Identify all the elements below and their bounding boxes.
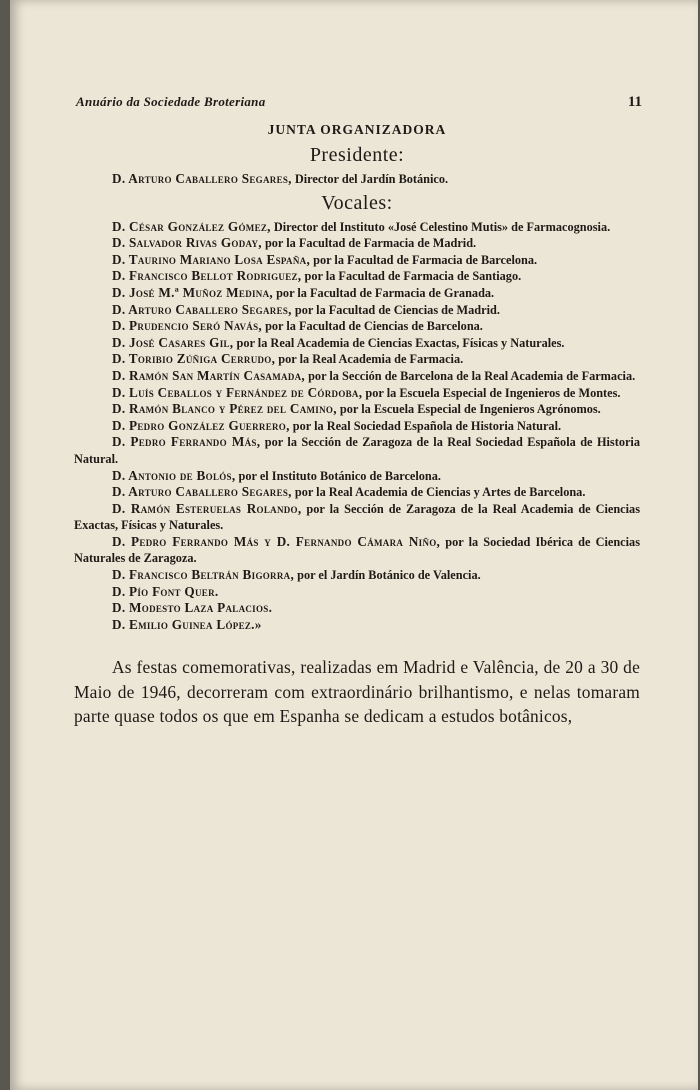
member-role: por la Sección de Barcelona de la Real Academia de Farmacia. xyxy=(308,368,636,383)
vocal-entry xyxy=(74,617,640,634)
vocal-entry xyxy=(74,534,640,567)
vocal-entry xyxy=(74,385,640,402)
member-role: por la Facultad de Farmacia de Santiago. xyxy=(304,269,522,284)
member-name: D. Toribio Zúñiga Cerrudo, xyxy=(112,351,276,367)
member-role: por la Real Academia de Farmacia. xyxy=(278,352,464,367)
member-name: D. Arturo Caballero Segares, xyxy=(112,171,292,186)
member-name: D. Arturo Caballero Segares, xyxy=(112,301,292,317)
member-role: por la Sección de Zaragoza de la Real Sociedad Española de Historia Natural. xyxy=(74,435,640,466)
member-role: por la Real Sociedad Española de Historia Natural. xyxy=(292,418,562,433)
vocales-list xyxy=(74,219,640,634)
member-name: D. Francisco Bellot Rodriguez, xyxy=(112,268,302,284)
vocal-entry xyxy=(74,302,640,319)
vocal-entry xyxy=(74,501,640,534)
page-number: 11 xyxy=(627,94,642,110)
member-role: por la Facultad de Farmacia de Madrid. xyxy=(264,236,477,251)
vocal-entry xyxy=(74,318,640,335)
member-name: D. Prudencio Seró Navás, xyxy=(112,318,262,334)
member-name: D. César González Gómez, xyxy=(112,218,271,234)
member-role: por la Sección de Zaragoza de la Real Academia de Ciencias Exactas, Físicas y Naturales. xyxy=(74,501,640,533)
document-page xyxy=(10,0,698,1090)
member-role: por el Instituto Botánico de Barcelona. xyxy=(238,468,441,483)
member-name: D. Francisco Beltrán Bigorra, xyxy=(112,567,295,583)
vocal-entry xyxy=(74,484,640,501)
member-name: D. José M.ª Muñoz Medina, xyxy=(112,284,274,300)
vocal-entry xyxy=(74,567,640,584)
body-paragraph: As festas comemorativas, realizadas em Madrid e Valência, de 20 a 30 de Maio de 1946, decorreram com extraordinário brilhantismo, e nelas tomaram parte quase todos os que em Espanha se dedicam a estudos botânicos, xyxy=(74,657,640,727)
vocal-entry xyxy=(74,434,640,467)
presidente-heading: Presidente: xyxy=(309,144,405,166)
vocal-entry xyxy=(74,418,640,435)
vocal-entry xyxy=(74,235,640,252)
vocales-heading: Vocales: xyxy=(321,191,393,214)
member-role: por la Facultad de Farmacia de Barcelona. xyxy=(313,252,538,267)
member-role: Director del Instituto «José Celestino Mutis» de Farmacognosia. xyxy=(273,219,611,234)
member-role: por la Escuela Especial de Ingenieros de Montes. xyxy=(365,385,621,400)
member-role: por la Facultad de Farmacia de Granada. xyxy=(276,285,495,300)
member-name: D. Taurino Mariano Losa España, xyxy=(112,251,311,267)
member-role: por la Sociedad Ibérica de Ciencias Naturales de Zaragoza. xyxy=(74,534,640,566)
vocal-entry xyxy=(74,219,640,236)
vocal-entry xyxy=(74,268,640,285)
presidente-entry xyxy=(74,171,640,188)
member-name: D. Pío Font Quer. xyxy=(112,583,219,599)
member-name: D. Pedro Ferrando Más y D. Fernando Cámara Niño, xyxy=(112,533,441,549)
member-name: D. Ramón Esteruelas Rolando, xyxy=(112,500,302,516)
member-name: D. Ramón Blanco y Pérez del Camino, xyxy=(112,401,337,417)
member-role: por la Escuela Especial de Ingenieros Agrónomos. xyxy=(339,402,601,417)
member-name: D. Modesto Laza Palacios. xyxy=(112,600,273,616)
member-name: D. Arturo Caballero Segares, xyxy=(112,484,292,500)
vocal-entry xyxy=(74,252,640,269)
journal-title: Anuário da Sociedade Broteriana xyxy=(76,94,266,109)
vocal-entry xyxy=(74,335,640,352)
member-name: D. Antonio de Bolós, xyxy=(112,467,236,483)
vocal-entry xyxy=(74,600,640,617)
vocal-entry xyxy=(74,401,640,418)
member-name: D. Salvador Rivas Goday, xyxy=(112,235,262,251)
member-role: por la Real Academia de Ciencias Exactas, Físicas y Naturales. xyxy=(236,335,565,350)
member-role: por la Real Academia de Ciencias y Artes de Barcelona. xyxy=(294,485,586,500)
page-content xyxy=(74,122,640,729)
member-name: D. José Casares Gil, xyxy=(112,334,234,350)
vocal-entry xyxy=(74,285,640,302)
vocal-entry xyxy=(74,351,640,368)
vocal-entry xyxy=(74,468,640,485)
member-name: D. Luís Ceballos y Fernández de Córdoba, xyxy=(112,384,363,400)
member-name: D. Pedro Ferrando Más, xyxy=(112,434,261,450)
member-name: D. Emilio Guinea López.» xyxy=(112,616,262,632)
member-role: por la Facultad de Ciencias de Barcelona. xyxy=(265,319,483,334)
vocal-entry xyxy=(74,368,640,385)
running-header xyxy=(76,94,642,111)
member-role: por la Facultad de Ciencias de Madrid. xyxy=(294,302,500,317)
member-role: por el Jardín Botánico de Valencia. xyxy=(297,568,481,583)
member-name: D. Ramón San Martín Casamada, xyxy=(112,367,306,383)
member-role: Director del Jardín Botánico. xyxy=(294,172,449,186)
member-name: D. Pedro González Guerrero, xyxy=(112,417,290,433)
section-title: JUNTA ORGANIZADORA xyxy=(267,122,447,137)
vocal-entry xyxy=(74,584,640,601)
